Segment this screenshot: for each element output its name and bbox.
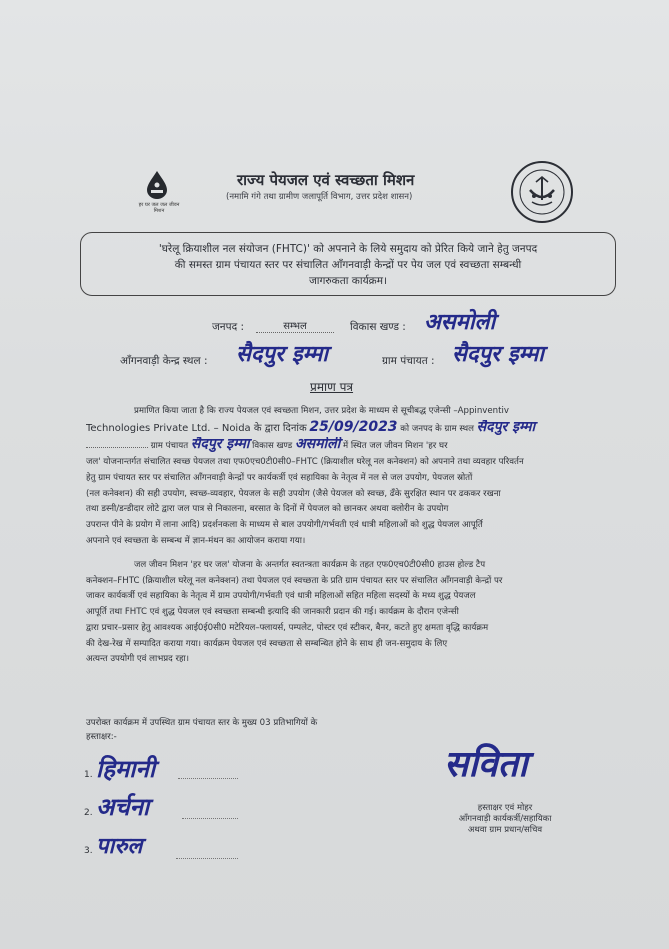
participant-signature-1: हिमानी xyxy=(96,755,156,783)
jal-jeevan-mission-logo xyxy=(136,170,182,230)
water-drop-icon xyxy=(145,170,169,200)
para2-line-2: कनेक्शन–FHTC (क्रियाशील घरेलू नल कनेक्शन) तथा पेयजल एवं स्वच्छता के प्रति ग्राम पंचायत स्तर पर संचालित आँगनवाड़ी केन्द्रों पर xyxy=(86,575,503,586)
banner-line-1: 'घरेलू क्रियाशील नल संयोजन (FHTC)' को अपनाने के लिये समुदाय को प्रेरित किये जाने हेतु जनपद xyxy=(158,243,538,255)
banner-line-2: की समस्त ग्राम पंचायत स्तर पर संचालित आँगनवाड़ी केन्द्रों पर पेय जल एवं स्वच्छता सम्बन्धी xyxy=(174,259,522,271)
block-handwritten: असमोली xyxy=(424,310,496,335)
para2-line-6: की देख-रेख में सम्पादित कराया गया। कार्यक्रम पेयजल एवं स्वच्छता से सम्बन्धित होने के साथ ही जन-समुदाय के लिए xyxy=(86,638,448,649)
banner-line-3: जागरुकता कार्यक्रम। xyxy=(308,275,387,287)
center-handwritten: सैदपुर इम्मा xyxy=(236,342,328,367)
para1-line-3 xyxy=(86,437,622,455)
panchayat-label: ग्राम पंचायत : xyxy=(382,355,435,367)
para2-line-5: द्वारा प्रचार–प्रसार हेतु आवश्यक आई0ई0सी0 मटेरियल–फ्लायर्स, पम्पलेट, पोस्टर एवं स्टीकर, बैनर, कटते हुए क्षमता वृद्धि कार्यक्रम xyxy=(86,622,489,633)
blank-line xyxy=(86,447,148,448)
signature-line-3 xyxy=(176,858,238,859)
district-label: जनपद : xyxy=(212,321,245,333)
attendance-note xyxy=(86,716,317,744)
signatory-block xyxy=(420,802,590,835)
attendance-line-2: हस्ताक्षर:- xyxy=(86,732,117,742)
header-title: राज्य पेयजल एवं स्वच्छता मिशन xyxy=(237,171,415,189)
up-government-seal-icon xyxy=(510,160,574,224)
date-handwritten: 25/09/2023 xyxy=(309,419,398,435)
para1-line-3c: में स्थित जल जीवन मिशन 'हर घर xyxy=(342,441,448,452)
para1-line-3a: ग्राम पंचायत xyxy=(150,441,189,452)
para1-line-9: अपनाने एवं स्वच्छता के सम्बन्ध में ज्ञान-मंथन का आयोजन कराया गया। xyxy=(86,535,306,546)
para1-line-4: जल' योजनान्तर्गत संचालित स्वच्छ पेयजल तथा एफ0एच0टी0सी0–FHTC (क्रियाशील घरेलू नल कनेक्शन) को अपनाने तथा व्यवहार परिवर्तन xyxy=(86,457,524,468)
para2-line-7: अत्यन्त उपयोगी एवं लाभप्रद रहा। xyxy=(86,654,190,665)
district-value: सम्भल xyxy=(256,318,334,333)
para2-line-3: जाकर कार्यकर्त्री एवं सहायिका के नेतृत्व में ग्राम उपयोगी/गर्भवती एवं धात्री महिलाओं सहित महिला सदस्यों के मध्य शुद्ध पेयजल xyxy=(86,591,476,602)
signatory-line-1: हस्ताक्षर एवं मोहर xyxy=(477,803,533,813)
certificate-paragraph-2 xyxy=(86,558,622,668)
para1-line-2 xyxy=(86,420,622,438)
village-handwritten: सैदपुर इम्मा xyxy=(190,437,250,453)
para1-line-8: उपरान्त पीने के प्रयोग में लाना आदि) प्रदर्शनकला के माध्यम से बाल उपयोगी/गर्भवती एवं धात्री महिलाओं को शुद्ध पेयजल आपूर्ति xyxy=(86,519,483,530)
panchayat-handwritten: सैदपुर इम्मा xyxy=(452,342,544,367)
para1-line-2a: Technologies Private Ltd. – Noida के द्वारा दिनांक xyxy=(86,422,307,434)
participant-number-3: 3. xyxy=(84,846,93,856)
signatory-signature: सविता xyxy=(444,744,528,785)
para1-line-1: प्रमाणित किया जाता है कि राज्य पेयजल एवं स्वच्छता मिशन, उत्तर प्रदेश के माध्यम से सूचीबद्ध एजेन्सी –Appinventiv xyxy=(134,406,509,416)
para1-line-7: तथा डस्नी/डन्डीदार लोटे द्वारा जल पात्र से निकालना, बरसात के दिनों में पेयजल को छानकर अथवा क्लोरीन के उपयोग xyxy=(86,504,449,515)
logo-text: हर घर जल जल जीवन मिशन xyxy=(138,202,180,214)
certificate-paragraph-1 xyxy=(86,404,622,549)
block-label: विकास खण्ड : xyxy=(350,321,406,333)
header-subtitle: (नमामि गंगे तथा ग्रामीण जलापूर्ति विभाग, उत्तर प्रदेश शासन) xyxy=(226,192,413,202)
participant-number-2: 2. xyxy=(84,808,93,818)
participant-signature-3: पारुल xyxy=(96,834,143,859)
para1-line-2b: को जनपद के ग्राम स्थल xyxy=(400,423,474,434)
signatory-line-2: आँगनवाड़ी कार्यकर्त्री/सहायिका xyxy=(458,814,552,824)
para2-line-4: आपूर्ति तथा FHTC एवं शुद्ध पेयजल एवं स्वच्छता सम्बन्धी इत्यादि की जानकारी प्रदान की गई। कार्यक्रम के दौरान एजेन्सी xyxy=(86,607,459,618)
signatory-line-3: अथवा ग्राम प्रधान/सचिव xyxy=(467,825,543,835)
participant-number-1: 1. xyxy=(84,770,93,780)
participant-signature-2: अर्चना xyxy=(96,793,150,821)
para2-line-1: जल जीवन मिशन 'हर घर जल' योजना के अन्तर्गत स्वतन्त्रता कार्यक्रम के तहत एफ0एच0टी0सी0 हाउस होल्ड टैप xyxy=(134,560,486,570)
para1-line-5: हेतु ग्राम पंचायत स्तर पर संचालित आँगनवाड़ी केन्द्रों पर कार्यकर्त्री एवं सहायिका के नेतृत्व में नल से जल उपयोग, पेयजल स्रोतों xyxy=(86,472,473,483)
para1-line-3b: विकास खण्ड xyxy=(252,441,293,452)
center-label: आँगनवाड़ी केन्द्र स्थल : xyxy=(120,355,208,367)
signature-line-2 xyxy=(182,818,238,819)
para1-line-6: (नल कनेक्शन) की सही उपयोग, स्वच्छ-व्यवहार, पेयजल के सही उपयोग (जैसे पेयजल को स्वच्छ, ढँके सुरक्षित स्थान पर ढककर रखना xyxy=(86,488,501,499)
attendance-line-1: उपरोक्त कार्यक्रम में उपस्थित ग्राम पंचायत स्तर के मुख्य 03 प्रतिभागियों के xyxy=(86,718,318,728)
place-handwritten: सैदपुर इम्मा xyxy=(476,419,536,435)
block-handwritten-2: असमोली xyxy=(294,437,341,453)
signature-line-1 xyxy=(178,778,238,779)
certificate-title: प्रमाण पत्र xyxy=(310,380,354,394)
program-title-banner xyxy=(80,232,616,296)
